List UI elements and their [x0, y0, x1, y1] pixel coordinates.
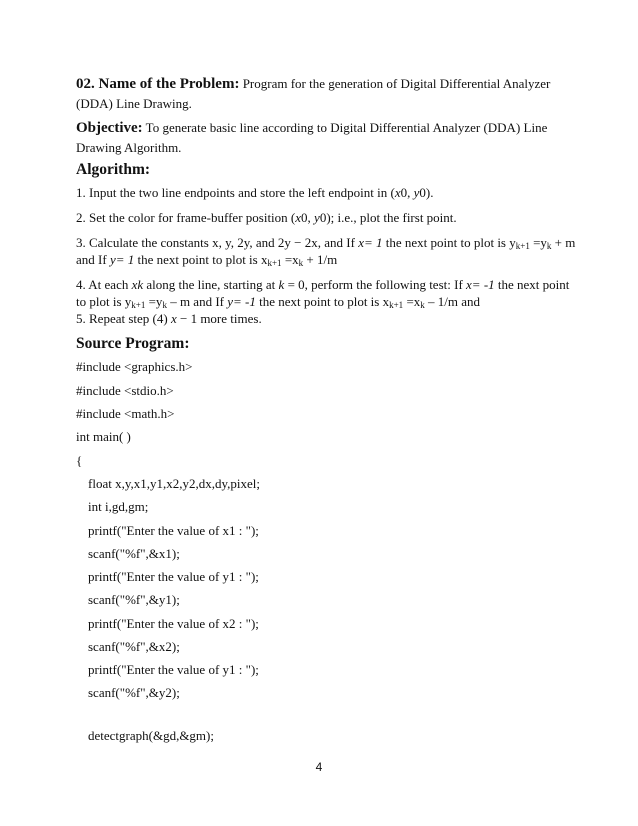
- step2-text-c: 0); i.e., plot the first point.: [319, 210, 457, 225]
- step4-k: k: [278, 277, 285, 292]
- algorithm-heading: Algorithm:: [76, 161, 151, 178]
- code-line: int main( ): [76, 429, 131, 444]
- algorithm-step-4-line1: [76, 276, 569, 294]
- code-line: #include <stdio.h>: [76, 383, 174, 398]
- step3-sub-k1-x: k+1: [267, 258, 282, 268]
- code-line: scanf("%f",&x2);: [88, 639, 180, 654]
- step3-text-d: + m: [551, 235, 576, 250]
- step4-text-d: the next point: [494, 277, 570, 292]
- step4-text-j: – 1/m and: [424, 294, 481, 309]
- objective-paragraph: [76, 118, 566, 158]
- step2-text-a: 2. Set the color for frame-buffer position (: [76, 210, 296, 225]
- step4-condition-y: y= -1: [227, 294, 256, 309]
- step4-sub-k1: k+1: [131, 300, 146, 310]
- step4-condition-x: x= -1: [466, 277, 495, 292]
- step5-text-b: − 1 more times.: [176, 311, 262, 326]
- code-line: scanf("%f",&y2);: [88, 685, 180, 700]
- code-line: printf("Enter the value of y1 : ");: [88, 662, 259, 677]
- step2-y: y: [314, 210, 320, 225]
- problem-label: 02. Name of the Problem:: [76, 76, 240, 92]
- step4-text-f: =y: [145, 294, 163, 309]
- code-line: {: [76, 453, 83, 468]
- step4-text-b: along the line, starting at: [143, 277, 279, 292]
- step3-text-b: the next point to plot is y: [382, 235, 516, 250]
- step4-text-g: – m and If: [166, 294, 228, 309]
- algorithm-step-5: [76, 310, 262, 328]
- code-line: float x,y,x1,y1,x2,y2,dx,dy,pixel;: [88, 476, 260, 491]
- step3-text-h: + 1/m: [303, 252, 338, 267]
- objective-text-line2: Drawing Algorithm.: [76, 140, 182, 155]
- page-number: 4: [315, 760, 323, 774]
- problem-text-line2: (DDA) Line Drawing.: [76, 96, 192, 111]
- step3-sub-k-x: k: [298, 258, 304, 268]
- step4-text-h: the next point to plot is x: [255, 294, 390, 309]
- problem-text-line1: Program for the generation of Digital Differential Analyzer: [239, 76, 551, 91]
- problem-paragraph: [76, 74, 566, 114]
- code-line: printf("Enter the value of x2 : ");: [88, 616, 259, 631]
- objective-text-line1: To generate basic line according to Digital Differential Analyzer (DDA) Line: [142, 120, 548, 135]
- step1-text-c: 0).: [419, 185, 434, 200]
- step4-sub-k-x: k: [420, 300, 425, 310]
- step3-condition-x: x= 1: [358, 235, 383, 250]
- step3-text-a: 3. Calculate the constants x, y, 2y, and 2y − 2x, and If: [76, 235, 359, 250]
- code-line: int i,gd,gm;: [88, 499, 149, 514]
- step3-text-e: and If: [76, 252, 110, 267]
- step4-xk: xk: [131, 277, 144, 292]
- step3-sub-k1: k+1: [515, 241, 530, 251]
- code-line: detectgraph(&gd,&gm);: [88, 728, 214, 743]
- step3-text-f: the next point to plot is x: [134, 252, 268, 267]
- step4-text-i: =x: [403, 294, 421, 309]
- objective-label: Objective:: [76, 120, 143, 136]
- step4-text-c: = 0, perform the following test: If: [284, 277, 467, 292]
- code-line: printf("Enter the value of x1 : ");: [88, 523, 259, 538]
- algorithm-step-2: [76, 209, 457, 227]
- step4-sub-k: k: [162, 300, 167, 310]
- code-line: scanf("%f",&y1);: [88, 592, 180, 607]
- step1-text-a: 1. Input the two line endpoints and store the left endpoint in (: [76, 185, 395, 200]
- step3-text-c: =y: [529, 235, 547, 250]
- algorithm-step-3-line2: [76, 251, 337, 272]
- step4-text-e: to plot is y: [76, 294, 132, 309]
- step1-y: y: [413, 185, 420, 200]
- source-program-heading: Source Program:: [76, 335, 190, 352]
- code-line: printf("Enter the value of y1 : ");: [88, 569, 259, 584]
- step5-x: x: [170, 311, 177, 326]
- step3-text-g: =x: [281, 252, 299, 267]
- step2-text-b: 0,: [301, 210, 315, 225]
- step3-sub-k: k: [546, 241, 552, 251]
- code-line: #include <math.h>: [76, 406, 175, 421]
- step4-text-a: 4. At each: [76, 277, 132, 292]
- code-line: scanf("%f",&x1);: [88, 546, 180, 561]
- code-line: #include <graphics.h>: [76, 359, 193, 374]
- step4-sub-k1-x: k+1: [389, 300, 404, 310]
- step5-text-a: 5. Repeat step (4): [76, 311, 171, 326]
- algorithm-step-1: [76, 184, 433, 202]
- step2-x: x: [295, 210, 302, 225]
- step3-condition-y: y= 1: [109, 252, 135, 267]
- step1-text-b: 0,: [400, 185, 414, 200]
- step1-x: x: [394, 185, 401, 200]
